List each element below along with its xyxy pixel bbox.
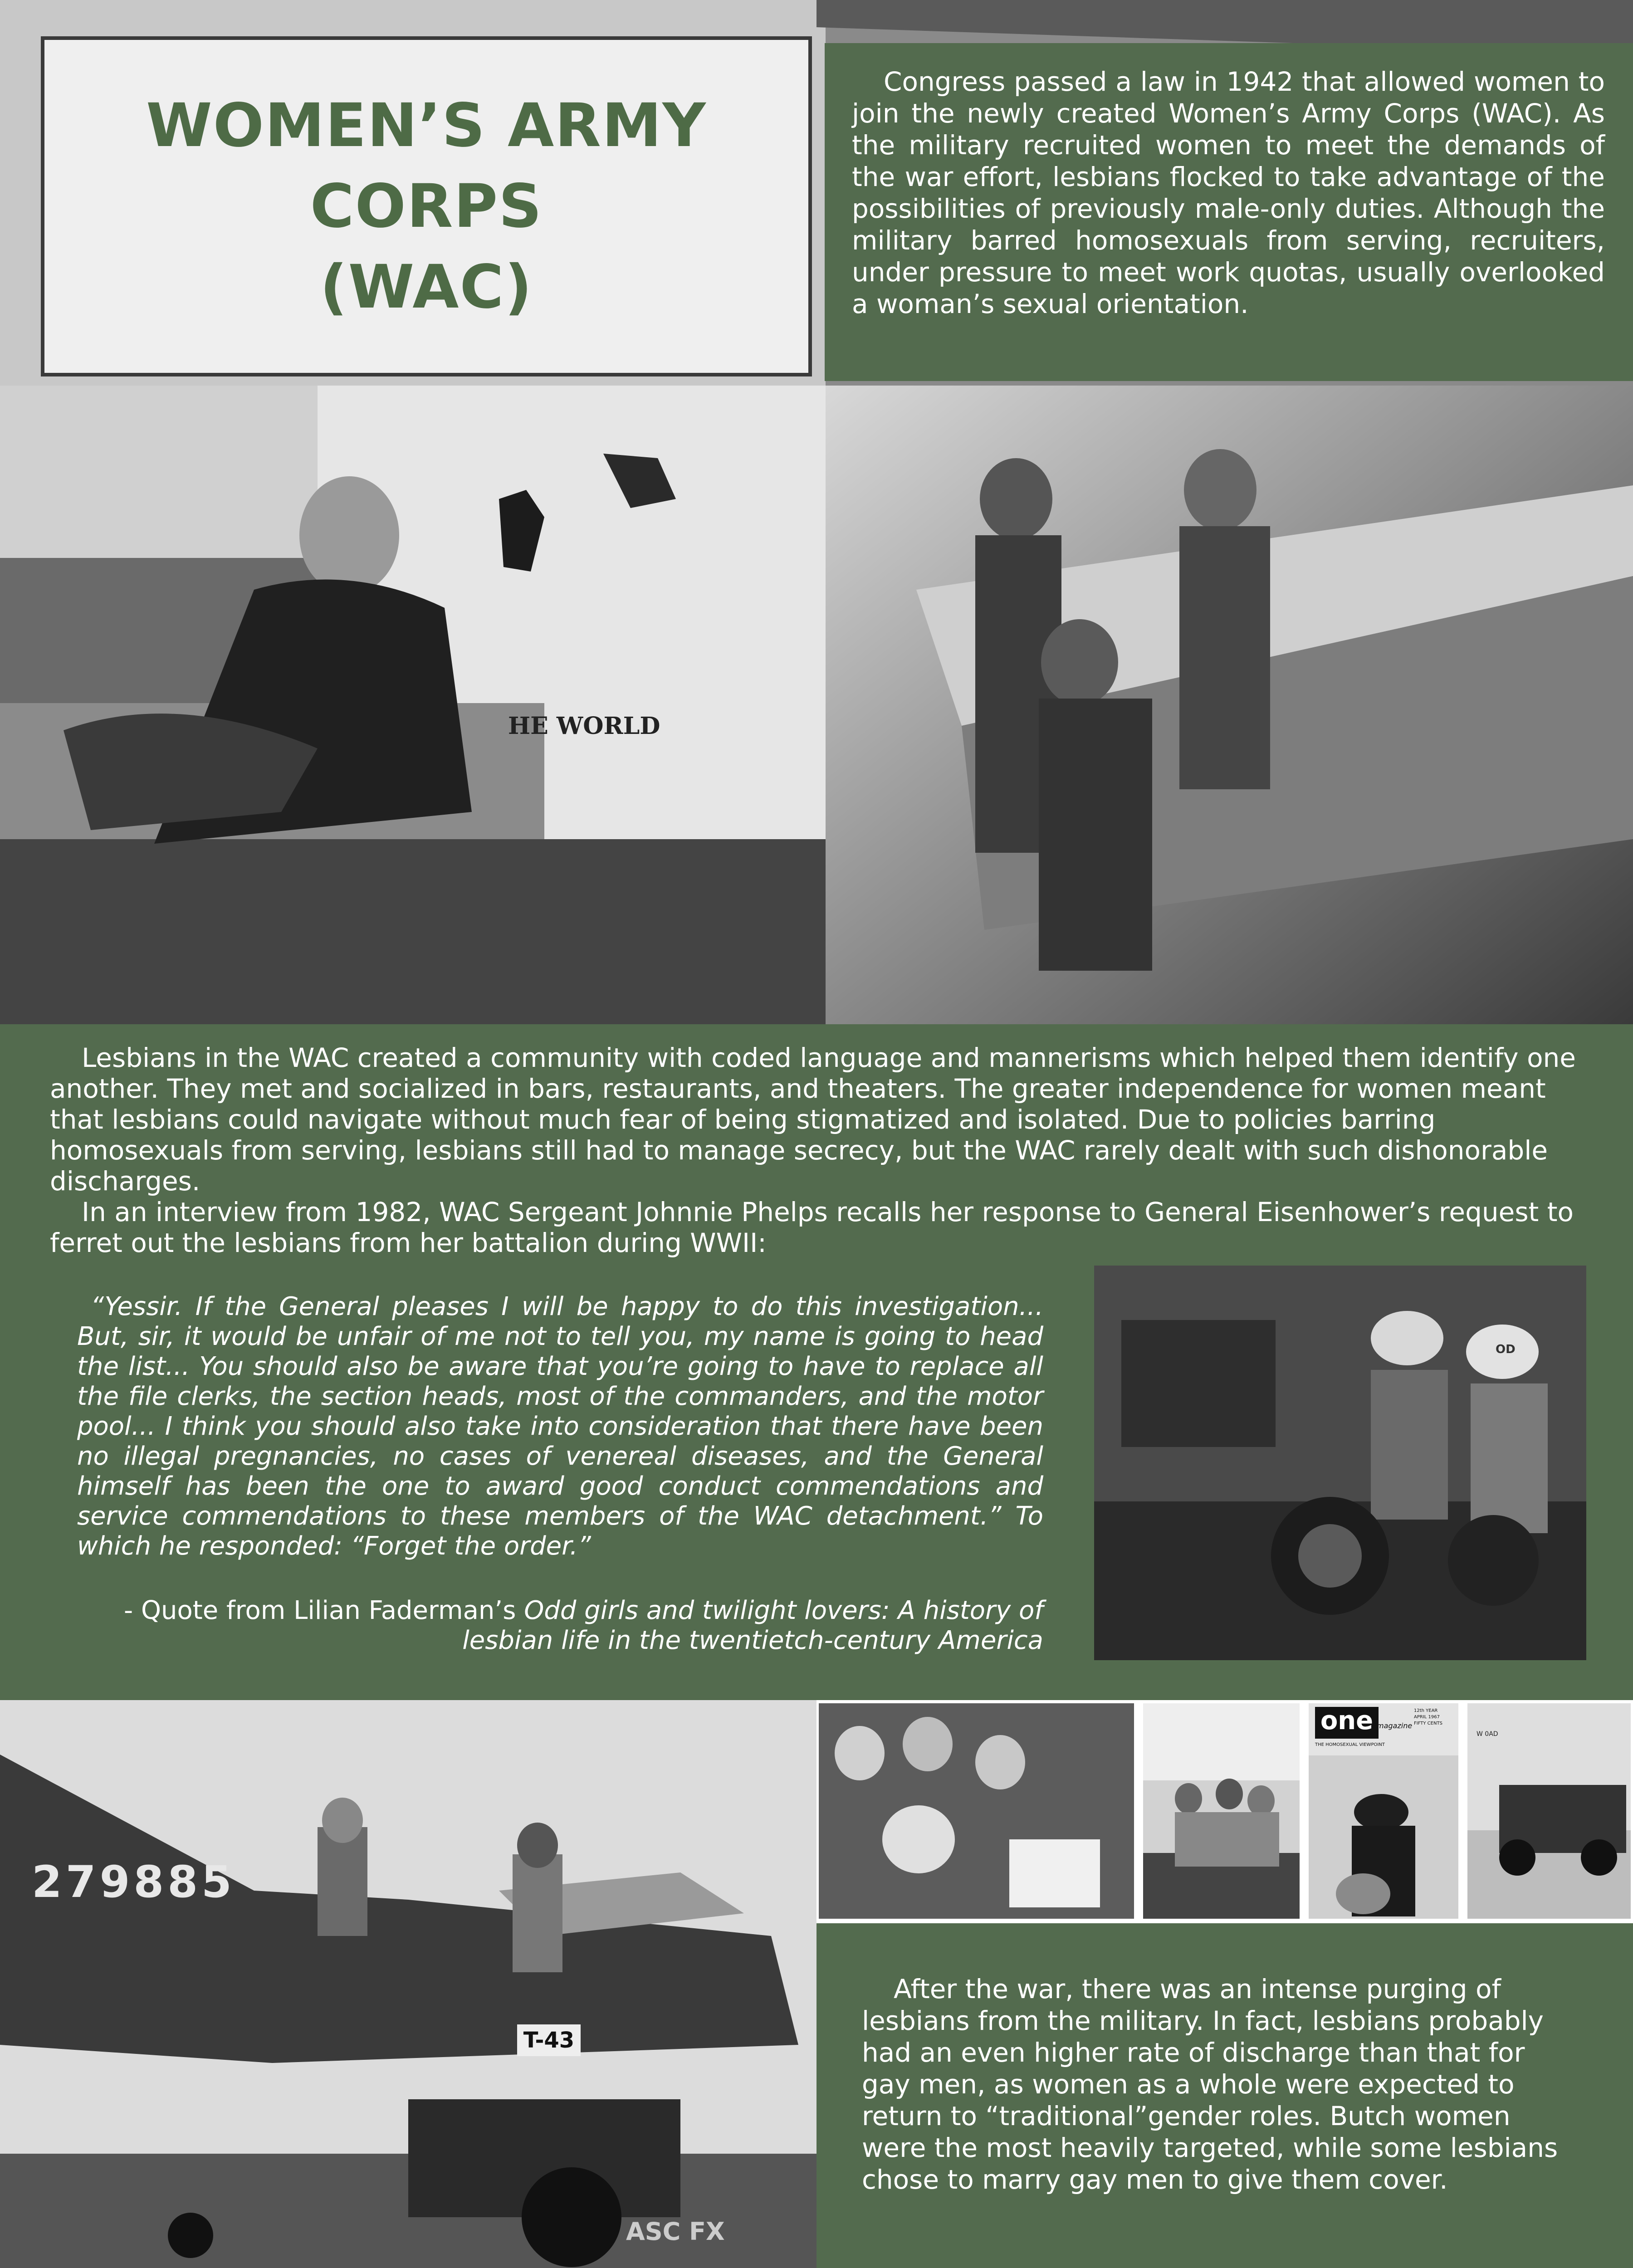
tractor-plate: ASC FX xyxy=(626,2217,725,2246)
machine-photo-art xyxy=(1094,1266,1586,1660)
sofa-photo-art xyxy=(0,386,826,1025)
citation-prefix: - Quote from Lilian Faderman’s xyxy=(123,1596,524,1625)
page-title xyxy=(44,85,808,327)
community-text xyxy=(50,1042,1592,1258)
workers-photo-art xyxy=(826,386,1633,1025)
tractor-tag: T-43 xyxy=(517,2024,581,2056)
plane-number: 279885 xyxy=(32,1857,235,1907)
quote-citation xyxy=(77,1596,1043,1656)
aacs-photo-art xyxy=(1143,1703,1300,1919)
magazine-sub: magazine xyxy=(1377,1721,1413,1730)
title-line-2: CORPS xyxy=(310,171,543,241)
barracks-photo-art xyxy=(819,1703,1134,1919)
map-text: HE WORLD xyxy=(508,712,660,740)
intro-panel xyxy=(825,43,1633,381)
photo-one-magazine-cover xyxy=(1309,1703,1458,1919)
title-line-1: WOMEN’S ARMY xyxy=(146,91,707,161)
citation-book-title: Odd girls and twilight lovers: A history of lesbian life in the twentietch-century America xyxy=(462,1596,1043,1655)
photo-women-war-workers xyxy=(826,386,1633,1025)
plane-photo-art xyxy=(0,1700,816,2268)
intro-paragraph: Congress passed a law in 1942 that allowed women to join the newly created Women’s Army Corps (WAC). As the military recruited women to meet the demands of the war effort, lesbians flocked to take advantage of the possibilities of previously male-only duties. Although the military barred homosexuals from serving, recruiters, under pressure to meet work quotas, usually overlooked a woman’s sexual orientation. xyxy=(852,66,1605,319)
after-war-panel xyxy=(816,1923,1633,2268)
photo-army-jeep xyxy=(1467,1703,1631,1919)
community-paragraph-2: In an interview from 1982, WAC Sergeant Johnnie Phelps recalls her response to General Eisenhower’s request to ferret out the lesbians from her battalion during WWII: xyxy=(50,1197,1574,1258)
after-war-paragraph: After the war, there was an intense purging of lesbians from the military. In fact, lesbians probably had an even higher rate of discharge than that for gay men, as women as a whole were expected to return to “traditional”gender roles. Butch women were the most heavily targeted, while some lesbians chose to marry gay men to give them cover. xyxy=(862,1974,1558,2195)
helmet-marking: OD xyxy=(1496,1343,1516,1356)
photo-aacs-women xyxy=(1143,1703,1300,1919)
photo-barracks-food xyxy=(819,1703,1134,1919)
jeep-marking: W 0AD xyxy=(1477,1730,1498,1738)
title-line-3: (WAC) xyxy=(320,252,533,322)
community-paragraph-1: Lesbians in the WAC created a community with coded language and mannerisms which helped them identify one another. They met and socialized in bars, restaurants, and theaters. The greater independence for women meant that lesbians could navigate without much fear of being stigmatized and isolated. Due to policies barring homosexuals from serving, lesbians still had to manage secrecy, but the WAC rarely dealt with such dishonorable discharges. xyxy=(50,1042,1576,1197)
photo-bolt-cutting-machine xyxy=(1094,1266,1586,1660)
magazine-price: 12th YEAR APRIL 1967 FIFTY CENTS xyxy=(1414,1708,1442,1726)
magazine-name: one xyxy=(1315,1707,1379,1739)
magazine-tagline: THE HOMOSEXUAL VIEWPOINT xyxy=(1315,1742,1385,1747)
photo-women-on-plane xyxy=(0,1700,816,2268)
photo-woman-on-sofa xyxy=(0,386,826,1025)
title-box xyxy=(41,36,812,376)
phelps-quote: “Yessir. If the General pleases I will be happy to do this investigation... But, sir, it would be unfair of me not to tell you, my name is going to head the list... You should also be aware that you’re going to have to replace all the file clerks, the section heads, most of the commanders, and the motor pool... I think you should also take into consideration that there have been no illegal pregnancies, no cases of venereal diseases, and the General himself has been the one to award good conduct commendations and service commendations to these members of the WAC detachment.” To which he responded: “Forget the order.” xyxy=(77,1292,1043,1561)
